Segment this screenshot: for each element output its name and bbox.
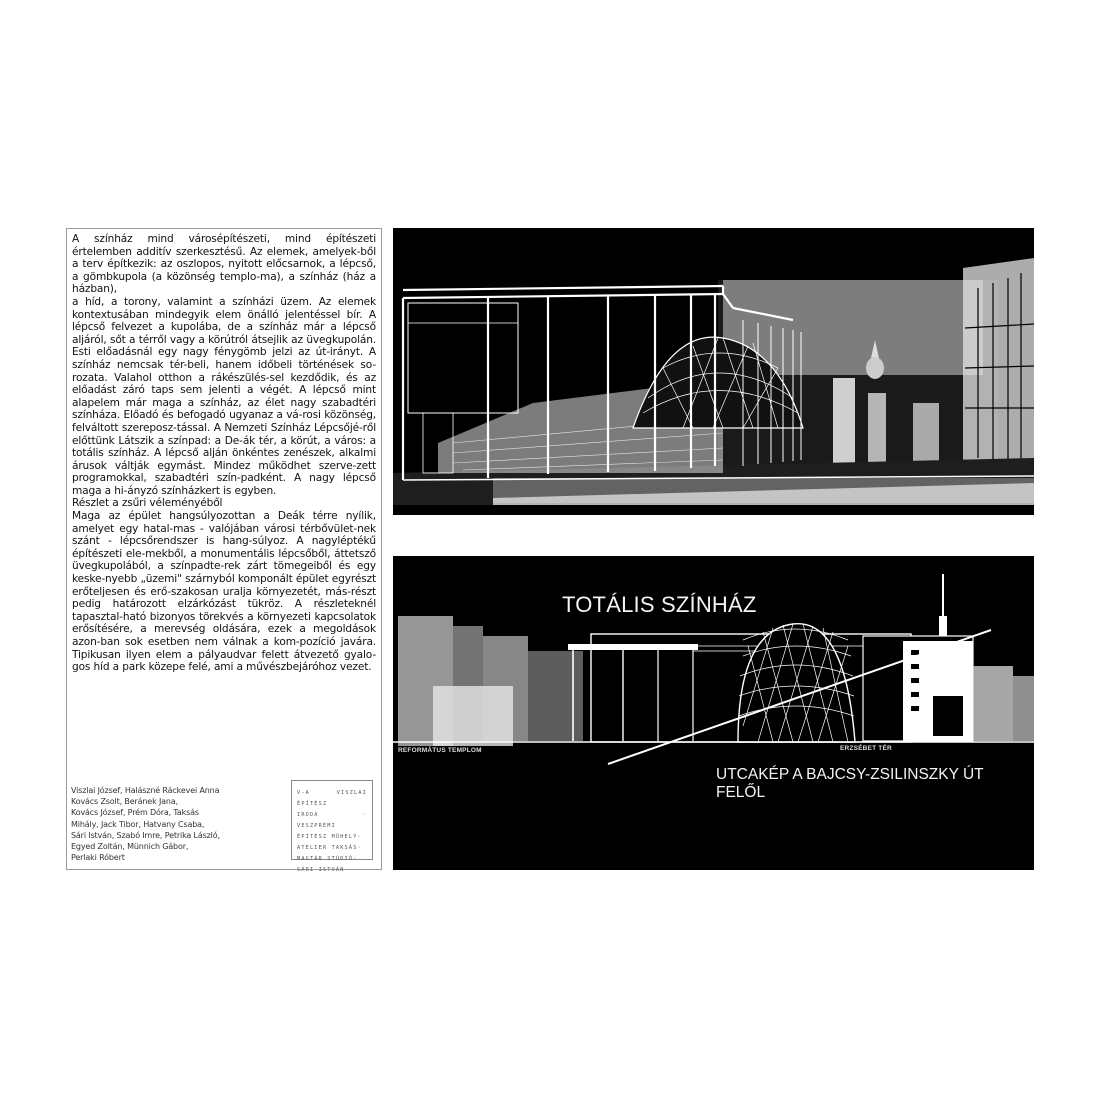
credits-line: Sári István, Szabó Imre, Petrika László,: [71, 830, 220, 840]
stamp-line: SÁRI ISTVÁN: [297, 867, 345, 873]
stamp-line: MAGTÁR STÚDIÓ·: [297, 856, 358, 862]
elevation-caption: UTCAKÉP A BAJCSY-ZSILINSZKY ÚT FELŐL: [716, 766, 984, 801]
perspective-drawing: [393, 228, 1034, 515]
stamp-line: V-A VISZLAI ÉPÍTÉSZ: [297, 790, 367, 807]
stamp-line: ÉPÍTÉSZ MŰHELY·: [297, 834, 362, 840]
credits-line: Mihály, Jack Tibor, Hatvany Csaba,: [71, 819, 205, 829]
office-stamp: [291, 780, 373, 873]
credits-line: Egyed Zoltán, Münnich Gábor,: [71, 842, 189, 852]
jury-heading: Részlet a zsűri véleményéből: [72, 497, 223, 510]
stamp-line: ATELIER TAKSÁS·: [297, 845, 362, 851]
credits-line: Perlaki Róbert: [71, 853, 125, 863]
credits-line: Viszlai József, Halászné Ráckevei Anna: [71, 786, 220, 795]
stamp-line: IRODA · VESZPRÉMI: [297, 812, 367, 829]
jury-paragraph: Maga az épület hangsúlyozottan a Deák térre nyílik, amelyet egy hatal-mas - valójában városi térbővület-nek szánt - lépcsőrendszer is hang-súlyoz. A nagyléptékű építészeti ele-mekből, a monumentális lépcsőből, áttetsző üvegkupolából, a színpadte-rek zárt tömegeiből és egy keske-nyebb „üzemi" szárnyból komponált épület egyrészt erőteljesen és erő-szakosan uralja környezetét, más-részt pedig határozott elzárkózást tükröz. A részleteknél tapasztal-ható bizonyos törekvés a környezeti kapcsolatok erősítésére, a merevség oldására, ezek a megoldások azon-ban sok esetben nem válnak a kom-pozíció javára. Tipikusan ilyen elem a pályaudvar felett átvezető gyalo-gos híd a park közepe felé, ami a művészbejáróhoz vezet.: [72, 510, 376, 674]
perspective-render-image: [393, 228, 1034, 515]
label-erzsebet-square: ERZSÉBET TÉR: [840, 745, 892, 752]
credits-list: [71, 785, 236, 863]
label-reformed-church: REFORMÁTUS TEMPLOM: [398, 747, 482, 754]
street-elevation-image: [393, 556, 1034, 870]
credits-line: Kovács József, Prém Dóra, Taksás: [71, 808, 199, 818]
description-text-column: [66, 228, 382, 873]
description-paragraph-1: A színház mind városépítészeti, mind építészeti értelemben additív szerkesztésű. Az elemek, amelyek-ből a terv építkezik: az oszlopos, nyitott előcsarnok, a lépcső, a gömbkupola (a közönség templo-ma), a színház (ház a házban),: [72, 233, 376, 296]
credits-line: Kovács Zsolt, Beránek Jana,: [71, 797, 178, 807]
project-title: TOTÁLIS SZÍNHÁZ: [562, 592, 757, 617]
description-paragraph-2: a híd, a torony, valamint a színházi üzem. Az elemek kontextusában mindegyik elem önálló jelentéssel bír. A lépcső felvezet a kupolába, de a színház már a lépcső aljáról, sőt a térről vagy a körútról átsejlik az üvegkupolán. Esti előadásnál egy nagy fénygömb jelzi az út-irányt. A színház nemcsak tér-beli, hanem időbeli történések so-rozata. Valahol otthon a rákészülés-sel kezdődik, és az előadást záró taps sem jelenti a végét. A lépcső mint alapelem már maga a színház, az élet nagy szabadtéri színháza. Előadó és befogadó ugyanaz a vá-rosi közönség, felváltott szereposz-tással. A Nemzeti Színház Lépcsőjé-ről előttünk Látszik a színpad: a De-ák tér, a körút, a város: a totális színház. A lépcső alján önkéntes zenészek, alkalmi árusok váltják egymást. Mindez működhet szerve-zett programokkal, szabadtéri szín-padként. A nagy lépcső maga a hi-ányzó színházkert is egyben.: [72, 295, 376, 497]
